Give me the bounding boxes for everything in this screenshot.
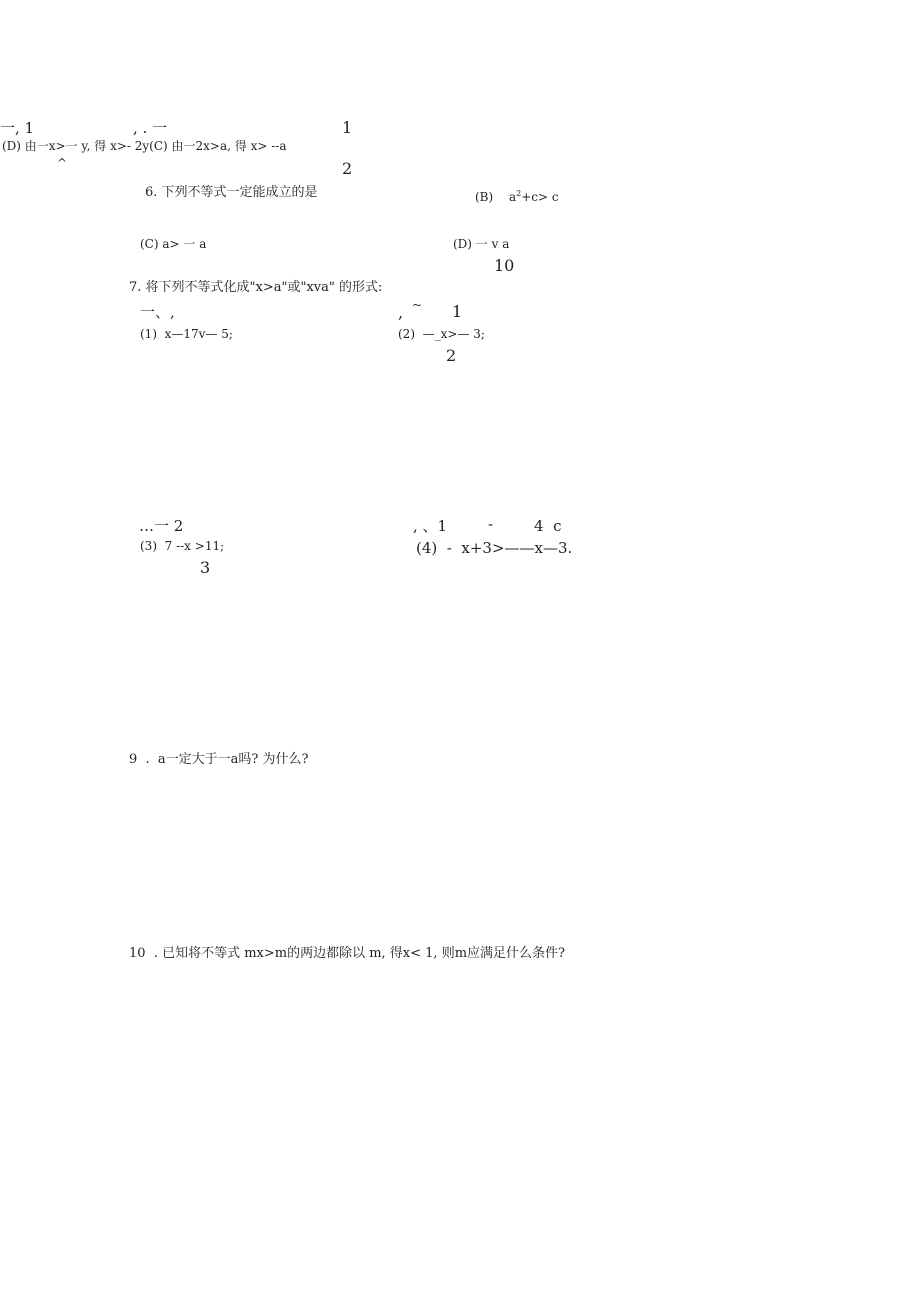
question-6-option-c: (C) a> 一 a bbox=[140, 237, 207, 251]
question-7-fragment-tilde: ~ bbox=[412, 298, 423, 312]
question-7-part-4-fragment-b: - bbox=[488, 515, 494, 533]
fragment-ten: 10 bbox=[494, 256, 515, 275]
question-6-option-d: (D) 一 v a bbox=[453, 237, 510, 251]
question-6-option-b-expression: $a^2+c> c$ bbox=[509, 189, 559, 204]
question-9: 9 . a一定大于一a吗? 为什么? bbox=[129, 752, 309, 767]
question-7-part-2: (2) —_x>— 3; bbox=[398, 327, 485, 341]
question-7-part-4-fragment-a: , 、1 bbox=[413, 517, 448, 535]
question-6-option-b-label: (B) bbox=[475, 190, 494, 204]
question-10: 10 . 已知将不等式 mx>m的两边都除以 m, 得x< 1, 则m应满足什么条件? bbox=[129, 946, 565, 961]
question-7-part-4: (4) - x+3>——x—3. bbox=[416, 539, 573, 557]
fragment-top-left: 一, 1 bbox=[0, 119, 35, 137]
fragment-top-mid: , . 一 bbox=[133, 119, 168, 137]
fragment-top-two: 2 bbox=[342, 159, 353, 178]
question-7-fragment-left: 一、, bbox=[140, 303, 175, 321]
question-7-fragment-comma: , bbox=[398, 303, 404, 322]
question-7-part-3: (3) 7 --x >11; bbox=[140, 539, 225, 553]
question-7-part-1: (1) x—17v— 5; bbox=[140, 327, 233, 341]
question-7-title: 7. 将下列不等式化成"x>a"或"xva" 的形式: bbox=[129, 280, 383, 295]
question-5-option-d-c: (D) 由一x>一 y, 得 x>- 2y(C) 由一2x>a, 得 x> --a bbox=[2, 139, 287, 153]
question-7-part-3-three: 3 bbox=[200, 558, 211, 577]
question-6-title: 6. 下列不等式一定能成立的是 bbox=[145, 185, 318, 200]
question-7-part-4-fragment-c: 4 c bbox=[534, 517, 562, 535]
fragment-top-one: 1 bbox=[342, 118, 353, 137]
fragment-caret: ^ bbox=[57, 156, 68, 170]
question-7-fragment-one: 1 bbox=[452, 302, 463, 321]
question-7-fragment-two: 2 bbox=[446, 346, 457, 365]
question-7-part-3-fragment: …一 2 bbox=[139, 517, 184, 535]
